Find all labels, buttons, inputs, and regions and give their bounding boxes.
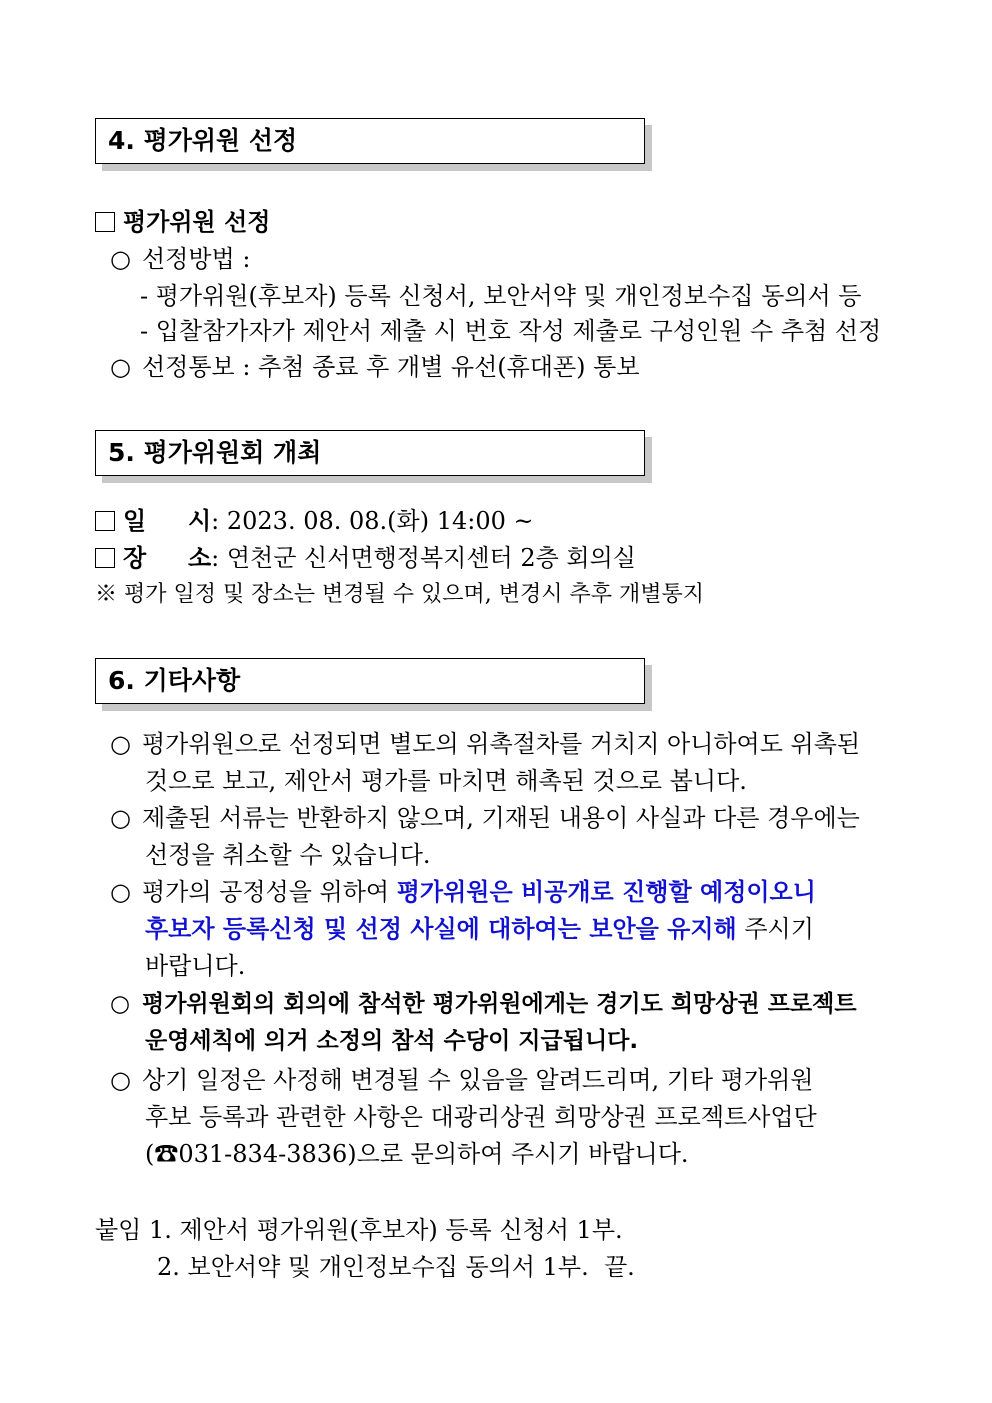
section-4-title: 4. 평가위원 선정 — [95, 118, 645, 164]
bullet-circle-icon: ○ — [110, 730, 131, 758]
item4-line1: ○ 평가위원회의 회의에 참석한 평가위원에게는 경기도 희망상권 프로젝트 — [110, 987, 857, 1021]
item1-line1: ○ 평가위원으로 선정되면 별도의 위촉절차를 거치지 아니하여도 위촉된 — [110, 727, 860, 761]
schedule-note: ※ 평가 일정 및 장소는 변경될 수 있으며, 변경시 추후 개별통지 — [95, 582, 704, 607]
section-5-title: 5. 평가위원회 개최 — [95, 430, 645, 476]
checkbox-square-icon — [95, 548, 115, 568]
section-6-title: 6. 기타사항 — [95, 658, 645, 704]
method-item-2: - 입찰참가자가 제안서 제출 시 번호 작성 제출로 구성인원 수 추첨 선정 — [140, 317, 882, 345]
item2-line2: 선정을 취소할 수 있습니다. — [145, 841, 431, 869]
bullet-circle-icon: ○ — [110, 353, 131, 381]
bullet-circle-icon: ○ — [110, 1066, 131, 1094]
bullet-circle-icon: ○ — [110, 878, 131, 906]
method-line: ○ 선정방법 : — [110, 242, 250, 276]
section-4-heading: 평가위원 선정 — [95, 205, 270, 239]
date-line: 일 시: 2023. 08. 08.(화) 14:00 ~ — [95, 504, 534, 538]
item4-line2: 운영세칙에 의거 소정의 참석 수당이 지급됩니다. — [145, 1028, 639, 1054]
attachment-line-1: 붙임 1. 제안서 평가위원(후보자) 등록 신청서 1부. — [95, 1216, 623, 1244]
attachment-line-2: 2. 보안서약 및 개인정보수집 동의서 1부. 끝. — [157, 1253, 635, 1281]
item3-line3: 바랍니다. — [145, 952, 246, 980]
bullet-circle-icon: ○ — [110, 245, 131, 273]
item5-line2: 후보 등록과 관련한 사항은 대광리상권 희망상권 프로젝트사업단 — [145, 1103, 817, 1131]
notice-line: ○ 선정통보 : 추첨 종료 후 개별 유선(휴대폰) 통보 — [110, 350, 640, 384]
item2-line1: ○ 제출된 서류는 반환하지 않으며, 기재된 내용이 사실과 다른 경우에는 — [110, 801, 860, 835]
checkbox-square-icon — [95, 212, 115, 232]
item3-line2: 후보자 등록신청 및 선정 사실에 대하여는 보안을 유지해 주시기 — [145, 914, 814, 943]
item3-line1: ○ 평가의 공정성을 위하여 평가위원은 비공개로 진행할 예정이오니 — [110, 875, 816, 909]
item1-line2: 것으로 보고, 제안서 평가를 마치면 해촉된 것으로 봅니다. — [145, 767, 747, 795]
item5-line1: ○ 상기 일정은 사정해 변경될 수 있음을 알려드리며, 기타 평가위원 — [110, 1063, 813, 1097]
method-item-1: - 평가위원(후보자) 등록 신청서, 보안서약 및 개인정보수집 동의서 등 — [140, 282, 862, 310]
bullet-circle-icon: ○ — [110, 804, 131, 832]
item5-line3: (☎031-834-3836)으로 문의하여 주시기 바랍니다. — [145, 1140, 689, 1168]
bullet-circle-icon: ○ — [110, 991, 131, 1017]
checkbox-square-icon — [95, 511, 115, 531]
place-line: 장 소: 연천군 신서면행정복지센터 2층 회의실 — [95, 541, 636, 575]
